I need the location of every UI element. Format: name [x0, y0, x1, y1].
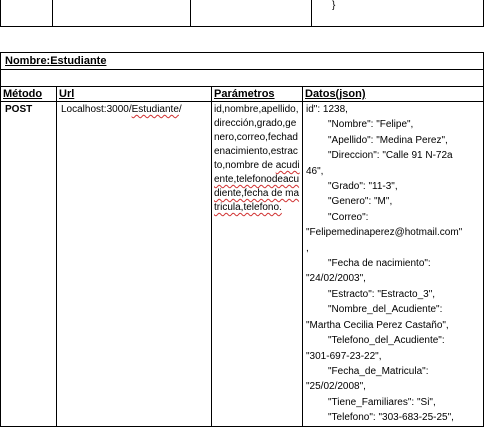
json-line: "Nombre_del_Acudiente": [328, 304, 443, 316]
method-cell: POST [1, 102, 57, 427]
previous-table-fragment [0, 0, 484, 27]
json-line: "Felipemedinaperez@hotmail.com" [306, 227, 463, 239]
entity-title: Nombre:Estudiante [1, 53, 484, 70]
json-line: "Fecha de nacimiento": [328, 258, 431, 270]
header-data: Datos(json) [303, 87, 484, 102]
json-line: "Fecha_de_Matricula": [328, 365, 429, 377]
json-line: "25/02/2008", [306, 381, 366, 393]
url-cell: Localhost:3000/Estudiante/ [57, 102, 212, 427]
top-cell-brace: } [312, 0, 484, 27]
endpoint-row [1, 102, 484, 427]
json-line: "Telefono_del_Acudiente": [328, 335, 445, 347]
json-line: "Correo": [328, 211, 369, 223]
json-line: "24/02/2003", [306, 273, 366, 285]
header-url: Url [57, 87, 212, 102]
json-line: "Grado": "11-3", [328, 181, 398, 193]
blank-row [1, 70, 484, 87]
json-line: , [306, 242, 309, 254]
json-line: "Genero": "M", [328, 196, 393, 208]
params-cell: id,nombre,apellido,dirección,grado,genero,correo,fechadenacimiento,estracto,nombre de acudiente,telefonodeacudiente,fecha de matricula,telefono. [212, 102, 303, 427]
header-row [1, 87, 484, 102]
json-line: "301-697-23-22", [306, 350, 382, 362]
json-cell [303, 102, 484, 427]
json-line: "Nombre": "Felipe", [328, 119, 414, 131]
top-cell-2 [53, 0, 191, 27]
json-line: "Estracto": "Estracto_3", [328, 288, 436, 300]
json-line: "Direccion": "Calle 91 N-72a [328, 150, 453, 162]
entity-table [0, 52, 484, 427]
json-body [306, 102, 480, 426]
json-line: 46", [306, 165, 324, 177]
json-line: id": 1238, [306, 104, 348, 115]
json-line: "Telefono": "303-683-25-25", [328, 412, 454, 424]
top-cell-1 [1, 0, 53, 27]
header-method: Método [1, 87, 57, 102]
json-line: "Tiene_Familiares": "Si", [328, 396, 436, 408]
top-cell-3 [191, 0, 312, 27]
header-params: Parámetros [212, 87, 303, 102]
json-line: "Martha Cecilia Perez Castaño", [306, 319, 449, 331]
json-line: "Apellido": "Medina Perez", [328, 134, 448, 146]
